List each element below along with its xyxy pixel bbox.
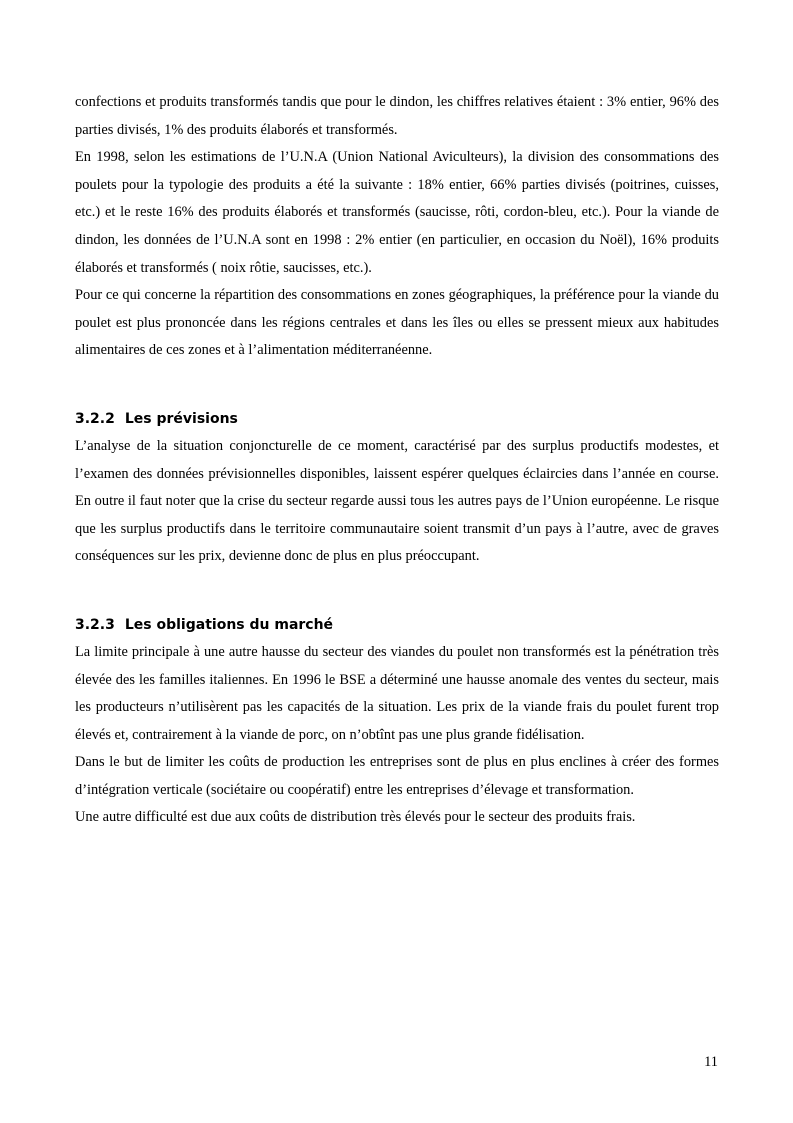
paragraph: En 1998, selon les estimations de l’U.N.A (Union National Aviculteurs), la division des consommations des poulets pour la typologie des produits a été la suivante : 18% entier, 66% parties divisés (poitrines, cuisses, etc.) et le reste 16% des produits élaborés et transformés (saucisse, rôti, cordon-bleu, etc.). Pour la viande de dindon, les données de l’U.N.A sont en 1998 : 2% entier (en particulier, en occasion du Noël), 16% produits élaborés et transformés ( noix rôtie, saucisses, etc.). bbox=[75, 149, 719, 276]
section-title: Les obligations du marché bbox=[124, 616, 334, 633]
section-heading-obligations bbox=[75, 612, 719, 639]
section-number: 3.2.3 bbox=[75, 616, 115, 633]
paragraph: L’analyse de la situation conjoncturelle de ce moment, caractérisé par des surplus productifs modestes, et l’examen des données prévisionnelles disponibles, laissent espérer quelques éclaircies dans l’année en course. En outre il faut noter que la crise du secteur regarde aussi tous les autres pays de l’Union européenne. Le risque que les surplus productifs dans le territoire communautaire soient transmit d’un pays à l’autre, avec de graves conséquences sur les prix, devienne donc de plus en plus préoccupant. bbox=[75, 437, 719, 565]
paragraph: Une autre difficulté est due aux coûts de distribution très élevés pour le secteur des produits frais. bbox=[75, 809, 636, 826]
paragraph: Pour ce qui concerne la répartition des consommations en zones géographiques, la préférence pour la viande du poulet est plus prononcée dans les régions centrales et dans les îles ou elles se pressent mieux aux habitudes alimentaires de ces zones et à l’alimentation méditerranéenne. bbox=[75, 287, 719, 359]
page-number: 11 bbox=[704, 1054, 718, 1070]
section-title: Les prévisions bbox=[124, 410, 238, 427]
paragraph: Dans le but de limiter les coûts de production les entreprises sont de plus en plus enclines à créer des formes d’intégration verticale (sociétaire ou coopératif) entre les entreprises d’élevage et transformation. bbox=[75, 754, 719, 798]
page-content bbox=[75, 89, 719, 832]
section-heading-previsions bbox=[75, 406, 719, 433]
paragraph: confections et produits transformés tandis que pour le dindon, les chiffres relatives étaient : 3% entier, 96% des parties divisés, 1% des produits élaborés et transformés. bbox=[75, 94, 719, 138]
section-number: 3.2.2 bbox=[75, 410, 115, 427]
paragraph: La limite principale à une autre hausse du secteur des viandes du poulet non transformés est la pénétration très élevée des les familles italiennes. En 1996 le BSE a déterminé une hausse anomale des ventes du secteur, mais les producteurs n’utilisèrent pas les capacités de la situation. Les prix de la viande frais du poulet furent trop élevés et, contrairement à la viande de porc, on n’obtînt pas une plus grande fidélisation. bbox=[75, 643, 719, 743]
